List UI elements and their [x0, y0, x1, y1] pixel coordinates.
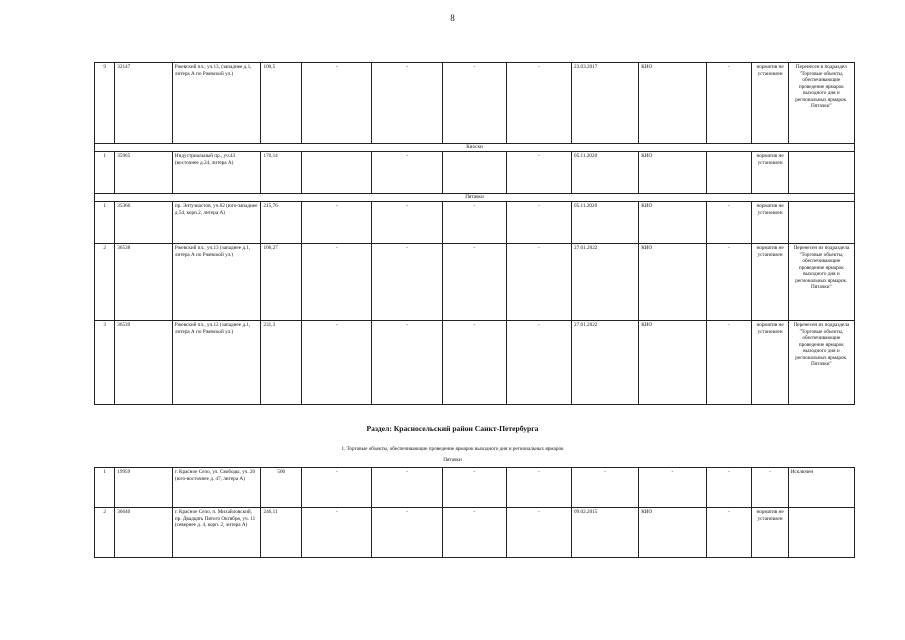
note: Перенесен из подраздела "Торговые объекты, обеспечивающие проведение ярмарок выходного дня и региональных ярмарок. Пятачки": [788, 321, 854, 405]
date: 23.03.2017: [572, 63, 639, 144]
cell-value: -: [302, 63, 372, 144]
organization: КИО: [639, 152, 706, 194]
cell-value: -: [302, 468, 372, 508]
cell-value: -: [372, 508, 442, 558]
date: 09.02.2015: [572, 508, 639, 558]
norm: норматив не установлен: [752, 321, 788, 405]
cell-value: -: [302, 202, 372, 244]
organization: КИО: [639, 321, 706, 405]
table-row: [95, 152, 855, 194]
object-id: 36640: [115, 508, 173, 558]
cell-value: -: [372, 202, 442, 244]
cell-value: [706, 152, 752, 194]
norm: норматив не установлен: [752, 244, 788, 321]
page-number: 8: [450, 13, 455, 23]
cell-value: -: [706, 244, 752, 321]
cell-value: -: [752, 468, 788, 508]
area: 231,3: [261, 321, 302, 405]
area: 246,11: [261, 508, 302, 558]
cell-value: -: [372, 152, 442, 194]
table-row: [95, 244, 855, 321]
note: Исключен: [788, 468, 854, 508]
cell-value: -: [506, 152, 571, 194]
object-id: 35366: [115, 202, 173, 244]
note: Перенесен в подраздел "Торговые объекты, обеспечивающие проведение ярмарок выходного дня и региональных ярмарок. Пятачки": [788, 63, 854, 144]
norm: норматив не установлен: [752, 202, 788, 244]
cell-value: -: [372, 468, 442, 508]
cell-value: -: [442, 508, 506, 558]
organization: КИО: [639, 244, 706, 321]
row-number: 2: [95, 508, 115, 558]
object-id: 35965: [115, 152, 173, 194]
row-number: 1: [95, 468, 115, 508]
cell-value: -: [706, 508, 752, 558]
row-number: 9: [95, 63, 115, 144]
section-title: Пятачки: [95, 194, 855, 202]
cell-value: -: [506, 202, 571, 244]
cell-value: -: [442, 244, 506, 321]
section-row: [95, 194, 855, 202]
cell-value: -: [442, 468, 506, 508]
object-id: 32147: [115, 63, 173, 144]
cell-value: [302, 152, 372, 194]
objects-table-top: [94, 62, 855, 405]
organization: КИО: [639, 202, 706, 244]
table-row: [95, 321, 855, 405]
organization: КИО: [639, 63, 706, 144]
norm: норматив не установлен: [752, 152, 788, 194]
date: 05.11.2020: [572, 202, 639, 244]
row-number: 2: [95, 244, 115, 321]
address: г. Красное Село, ул. Свободы, уч. 20 (юго-восточнее д. 47, литера А): [172, 468, 261, 508]
address: Ржевский пл., уч.12 (западнее д.1, литера А по Ржевской ул.): [172, 321, 261, 405]
section-row: [95, 144, 855, 152]
section-title: Киоски: [95, 144, 855, 152]
address: г. Красное Село, п. Михайловский, пр. Двадцать Пятого Октября, уч. 11 (севернее д. 4, корп. 2, литера А): [172, 508, 261, 558]
cell-value: -: [442, 63, 506, 144]
table-row: [95, 63, 855, 144]
cell-value: -: [442, 202, 506, 244]
date: 27.01.2022: [572, 321, 639, 405]
cell-value: -: [302, 321, 372, 405]
area: 100,5: [261, 63, 302, 144]
cell-value: -: [706, 63, 752, 144]
area: 215,76: [261, 202, 302, 244]
subsection-title: Пятачки: [443, 457, 462, 463]
note: [788, 202, 854, 244]
cell-value: -: [506, 63, 571, 144]
address: пр. Энтузиастов, уч.62 (юго-западнее д.54, корп.2, литера А): [172, 202, 261, 244]
norm: норматив не установлен: [752, 63, 788, 144]
objects-table-bottom: [94, 467, 855, 558]
date: 05.11.2020: [572, 152, 639, 194]
table-row: [95, 508, 855, 558]
cell-value: -: [706, 321, 752, 405]
table-row: [95, 468, 855, 508]
cell-value: -: [506, 321, 571, 405]
cell-value: -: [639, 468, 706, 508]
date: 27.01.2022: [572, 244, 639, 321]
note: Перенесен из подраздела "Торговые объекты, обеспечивающие проведение ярмарок выходного дня и региональных ярмарок. Пятачки": [788, 244, 854, 321]
area: 500: [261, 468, 302, 508]
cell-value: -: [572, 468, 639, 508]
note: [788, 152, 854, 194]
area: 106,27: [261, 244, 302, 321]
object-id: 36538: [115, 244, 173, 321]
cell-value: -: [506, 508, 571, 558]
row-number: 1: [95, 152, 115, 194]
cell-value: -: [506, 468, 571, 508]
cell-value: -: [442, 321, 506, 405]
cell-value: -: [372, 321, 442, 405]
organization: КИО: [639, 508, 706, 558]
object-id: 19959: [115, 468, 173, 508]
address: Ржевский пл., уч.13 (западнее д.1, литера А по Ржевской ул.): [172, 244, 261, 321]
norm: норматив не установлен: [752, 508, 788, 558]
row-number: 3: [95, 321, 115, 405]
section-heading: Раздел: Красносельский район Санкт-Петербурга: [366, 424, 539, 433]
cell-value: -: [302, 244, 372, 321]
object-id: 36539: [115, 321, 173, 405]
cell-value: -: [302, 508, 372, 558]
table-row: [95, 202, 855, 244]
address: Ржевский пл., уч.13, (западнее д.1, литера А по Ржевской ул.): [172, 63, 261, 144]
subsection-heading: 1. Торговые объекты, обеспечивающие проведение ярмарок выходного дня и региональных ярмарок: [341, 446, 564, 452]
area: 170,14: [261, 152, 302, 194]
cell-value: -: [372, 63, 442, 144]
row-number: 1: [95, 202, 115, 244]
cell-value: -: [706, 202, 752, 244]
address: Индустриальный пр., уч.43 (восточнее д.24, литера А): [172, 152, 261, 194]
note: [788, 508, 854, 558]
cell-value: -: [506, 244, 571, 321]
cell-value: -: [372, 244, 442, 321]
cell-value: [442, 152, 506, 194]
cell-value: -: [706, 468, 752, 508]
